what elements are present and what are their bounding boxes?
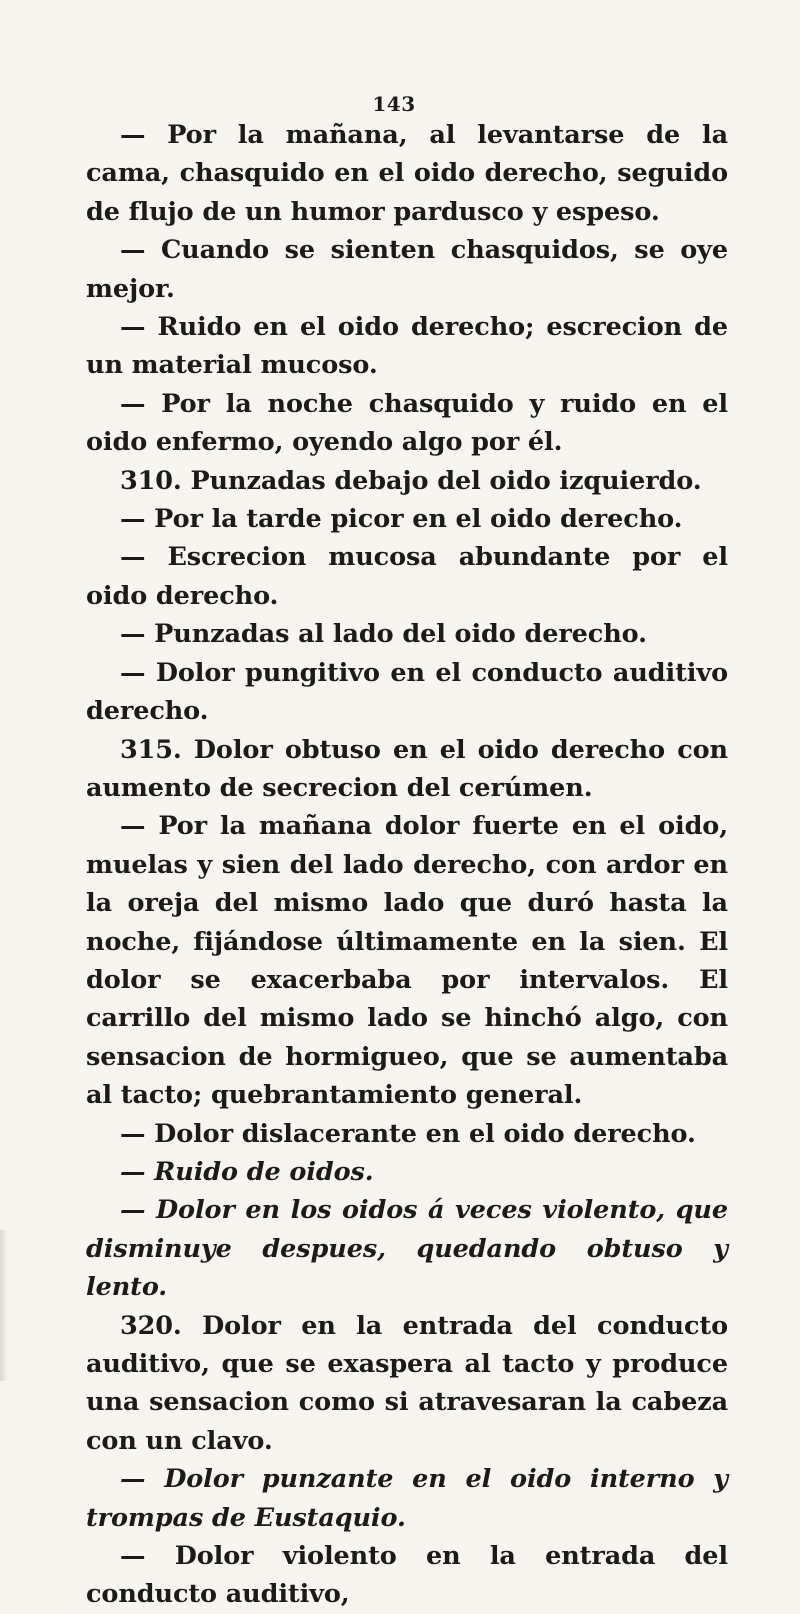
paragraph-9: — Dolor pungitivo en el conducto auditivo derecho. <box>86 657 728 727</box>
page-edge-shadow <box>0 1230 8 1381</box>
paragraph-8: — Punzadas al lado del oido derecho. <box>120 619 647 650</box>
paragraph-10: 315. Dolor obtuso en el oido derecho con aumento de secrecion del cerúmen. <box>86 734 728 803</box>
paragraph-15: 320. Dolor en la entrada del conducto auditivo, que se exaspera al tacto y produce una sensacion como si atravesaran la cabeza con un clavo. <box>86 1310 728 1456</box>
paragraph-2: — Cuando se sienten chasquidos, se oye mejor. <box>86 235 728 304</box>
paragraph-14-italic: — Dolor en los oidos á veces violento, que disminuye despues, quedando obtuso y lento. <box>86 1195 728 1303</box>
page-number: 143 <box>372 92 416 116</box>
paragraph-7: — Escrecion mucosa abundante por el oido derecho. <box>86 542 728 611</box>
paragraph-11: — Por la mañana dolor fuerte en el oido, muelas y sien del lado derecho, con ardor en la oreja del mismo lado que duró hasta la noche, fijándose últimamente en la sien. El dolor se exacerbaba por intervalos. El carrillo del mismo lado se hinchó algo, con sensacion de hormigueo, que se aumentaba al tacto; quebrantamiento general. <box>86 811 728 1111</box>
paragraph-3: — Ruido en el oido derecho; escrecion de un material mucoso. <box>86 312 728 381</box>
paragraph-13-italic: — Ruido de oidos. <box>120 1156 374 1187</box>
paragraph-1: — Por la mañana, al levantarse de la cama, chasquido en el oido derecho, seguido de flujo de un humor pardusco y espeso. <box>86 120 728 227</box>
paragraph-5: 310. Punzadas debajo del oido izquierdo. <box>120 465 702 496</box>
paragraph-16-italic: — Dolor punzante en el oido interno y trompas de Eustaquio. <box>86 1464 728 1533</box>
paragraph-6: — Por la tarde picor en el oido derecho. <box>120 504 683 535</box>
paragraph-4: — Por la noche chasquido y ruido en el oido enfermo, oyendo algo por él. <box>86 388 728 458</box>
paragraph-17: — Dolor violento en la entrada del conducto auditivo, <box>86 1541 728 1610</box>
page-text <box>86 116 728 1614</box>
paragraph-12: — Dolor dislacerante en el oido derecho. <box>120 1118 696 1149</box>
